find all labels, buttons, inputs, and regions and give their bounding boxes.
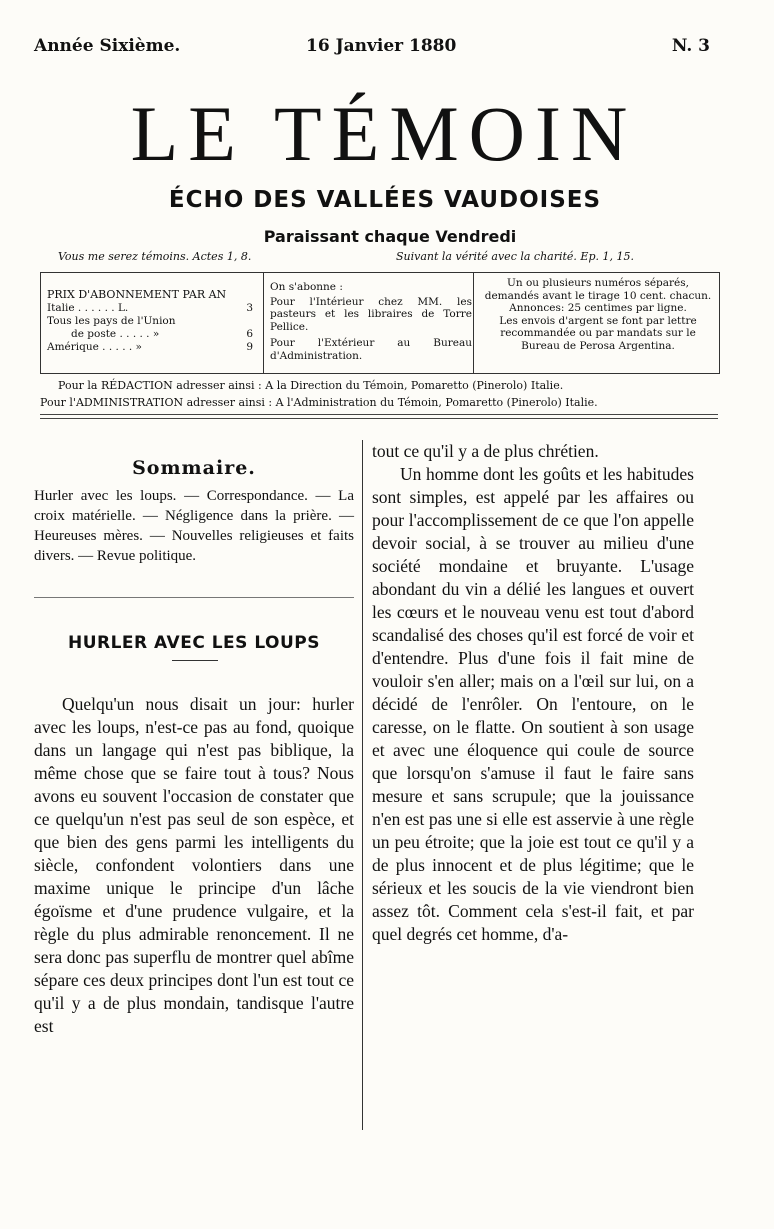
motto-left: Vous me serez témoins. Actes 1, 8. [58, 250, 252, 263]
price-row: Amérique . . . . . » 9 [47, 340, 253, 353]
subscription-box [40, 272, 720, 374]
price-row: de poste . . . . . » 6 [71, 327, 253, 340]
motto-right: Suivant la vérité avec la charité. Ep. 1, 15. [396, 250, 634, 263]
issue-number: N. 3 [671, 36, 710, 56]
administration-address: Pour l'ADMINISTRATION adresser ainsi : A l'Administration du Témoin, Pomaretto (Pinerolo) Italie. [40, 396, 598, 409]
price-row: Italie . . . . . . L. 3 [47, 301, 253, 314]
subscription-where: On s'abonne : Pour l'Intérieur chez MM. les pasteurs et les libraires de Torre Pellice. Pour l'Extérieur au Bureau d'Administration. [263, 273, 472, 373]
subscription-notes: Un ou plusieurs numéros séparés, demandés avant le tirage 10 cent. chacun. Annonces: 25 centimes par ligne. Les envois d'argent se font par lettre recommandée ou par mandats sur le Bureau de Perosa Argentina. [473, 273, 716, 373]
newspaper-title: LE TÉMOIN [130, 90, 638, 177]
price-row: Tous les pays de l'Union [47, 314, 176, 327]
article-right-column [372, 440, 694, 946]
column-divider [362, 440, 363, 1130]
header-divider [40, 418, 718, 419]
subscription-heading: PRIX D'ABONNEMENT PAR AN [47, 288, 227, 301]
sommaire-divider [34, 597, 354, 598]
year-label: Année Sixième. [34, 36, 181, 56]
publication-frequency: Paraissant chaque Vendredi [263, 227, 517, 246]
header-divider [40, 414, 718, 415]
article-left-column [34, 693, 354, 1038]
article-title: HURLER AVEC LES LOUPS [67, 633, 321, 653]
article-paragraph: Quelqu'un nous disait un jour: hurler avec les loups, n'est-ce pas au fond, quoique dans un langage qui n'est pas biblique, la même chose que se faire tout à tous? Nous avons eu souvent l'occasion de constater que ce quelqu'un n'est pas seul de son espèce, et que bien des gens parmi les intelligents du siècle, confondent volontiers dans une maxime unique le principe d'un lâche égoïsme et d'une prudence vulgaire, et la règle du plus admirable renoncement. Il ne sera donc pas superflu de montrer quel abîme sépare ces deux principes dont l'un est tout ce qu'il y a de plus mondain, tandisque l'autre est [34, 694, 354, 1036]
subscription-prices [47, 273, 255, 373]
article-paragraph-continuation: tout ce qu'il y a de plus chrétien. [372, 441, 599, 461]
newspaper-subtitle: ÉCHO DES VALLÉES VAUDOISES [168, 187, 602, 213]
sommaire-text: Hurler avec les loups. — Correspondance. — La croix matérielle. — Négligence dans la prière. — Heureuses mères. — Nouvelles religieuses et faits divers. — Revue politique. [34, 488, 354, 564]
article-paragraph: Un homme dont les goûts et les habitudes sont simples, est appelé par les affaires ou pour l'accomplissement de ce que l'on appelle devoir social, à se trouver au milieu d'une société mondaine et bruyante. L'usage abondant du vin a délié les langues et ouvert les cœurs et le nouveau venu est tout d'abord scandalisé des choses qu'il est forcé de voir et d'entendre. Plus d'une fois il fait mine de vouloir s'en aller; mais on a l'œil sur lui, on a décidé de l'enrôler. On l'entoure, on le caresse, on le flatte. On soutient à son usage et avec une éloquence qui coule de source que lorsqu'on s'amuse il faut le faire sans mesure et sans scrupule; que la jouissance n'en est pas une si elle est asservie à une règle un peu étroite; que la joie est tout ce qu'il y a de plus innocent et de plus légitime; que le sérieux et les soucis de la vie viendront bien assez tôt. Comment cela s'est-il fait, et par quel degrés cet homme, d'a- [372, 464, 694, 944]
masthead [34, 36, 710, 58]
issue-date: 16 Janvier 1880 [306, 36, 457, 56]
sommaire-heading: Sommaire. [132, 457, 256, 479]
redaction-address: Pour la RÉDACTION adresser ainsi : A la Direction du Témoin, Pomaretto (Pinerolo) Italie. [58, 379, 564, 392]
title-rule [172, 660, 218, 661]
